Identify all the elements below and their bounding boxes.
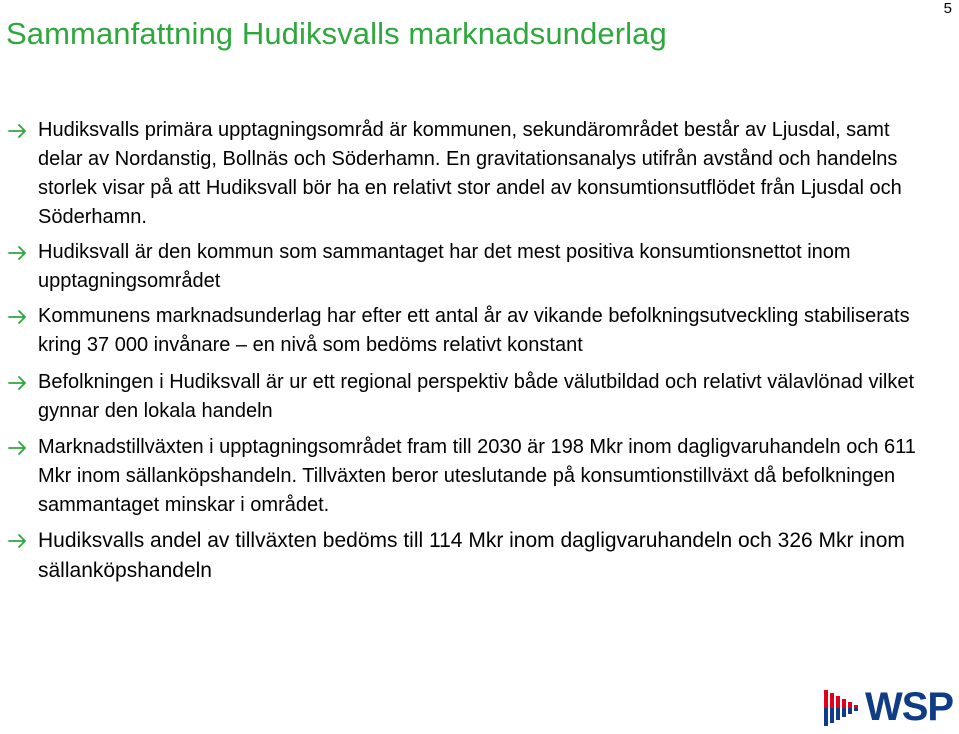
bullet-text: Marknadstillväxten i upptagningsområdet fram till 2030 är 198 Mkr inom dagligvaruhandeln och 611 Mkr inom sällanköpshandeln. Tillväxten beror uteslutande på konsumtionstillväxt då befolkningen sammantaget minskar i området. [38,436,916,516]
wsp-logo-mark-icon [822,686,864,730]
bullet-item [6,116,936,232]
bullet-item [6,526,936,586]
wsp-logo [822,686,954,730]
bullet-item [6,433,936,520]
bullet-item [6,238,936,296]
wsp-logo-text: WSP [865,685,954,729]
bullet-text: Hudiksvalls andel av tillväxten bedöms till 114 Mkr inom dagligvaruhandeln och 326 Mkr inom sällanköpshandeln [38,529,905,582]
bullet-text: Hudiksvalls primära upptagningsområd är kommunen, sekundärområdet består av Ljusdal, samt delar av Nordanstig, Bollnäs och Söderhamn. En gravitationsanalys utifrån avstånd och handelns storlek visar på att Hudiksvall bör ha en relativt stor andel av konsumtionsutflödet från Ljusdal och Söderhamn. [38,119,902,228]
page-title: Sammanfattning Hudiksvalls marknadsunderlag [6,16,667,51]
bullet-item [6,368,936,426]
arrow-right-icon [8,123,28,139]
bullet-list [6,116,936,586]
bullet-item [6,302,936,360]
bullet-text: Kommunens marknadsunderlag har efter ett antal år av vikande befolkningsutveckling stabiliserats kring 37 000 invånare – en nivå som bedöms relativt konstant [38,305,910,356]
arrow-right-icon [8,533,28,549]
arrow-right-icon [8,245,28,261]
bullet-text: Hudiksvall är den kommun som sammantaget har det mest positiva konsumtionsnettot inom upptagningsområdet [38,241,851,292]
arrow-right-icon [8,375,28,391]
arrow-right-icon [8,440,28,456]
bullet-text: Befolkningen i Hudiksvall är ur ett regional perspektiv både välutbildad och relativt välavlönad vilket gynnar den lokala handeln [38,371,915,422]
page-number: 5 [943,0,952,17]
arrow-right-icon [8,309,28,325]
